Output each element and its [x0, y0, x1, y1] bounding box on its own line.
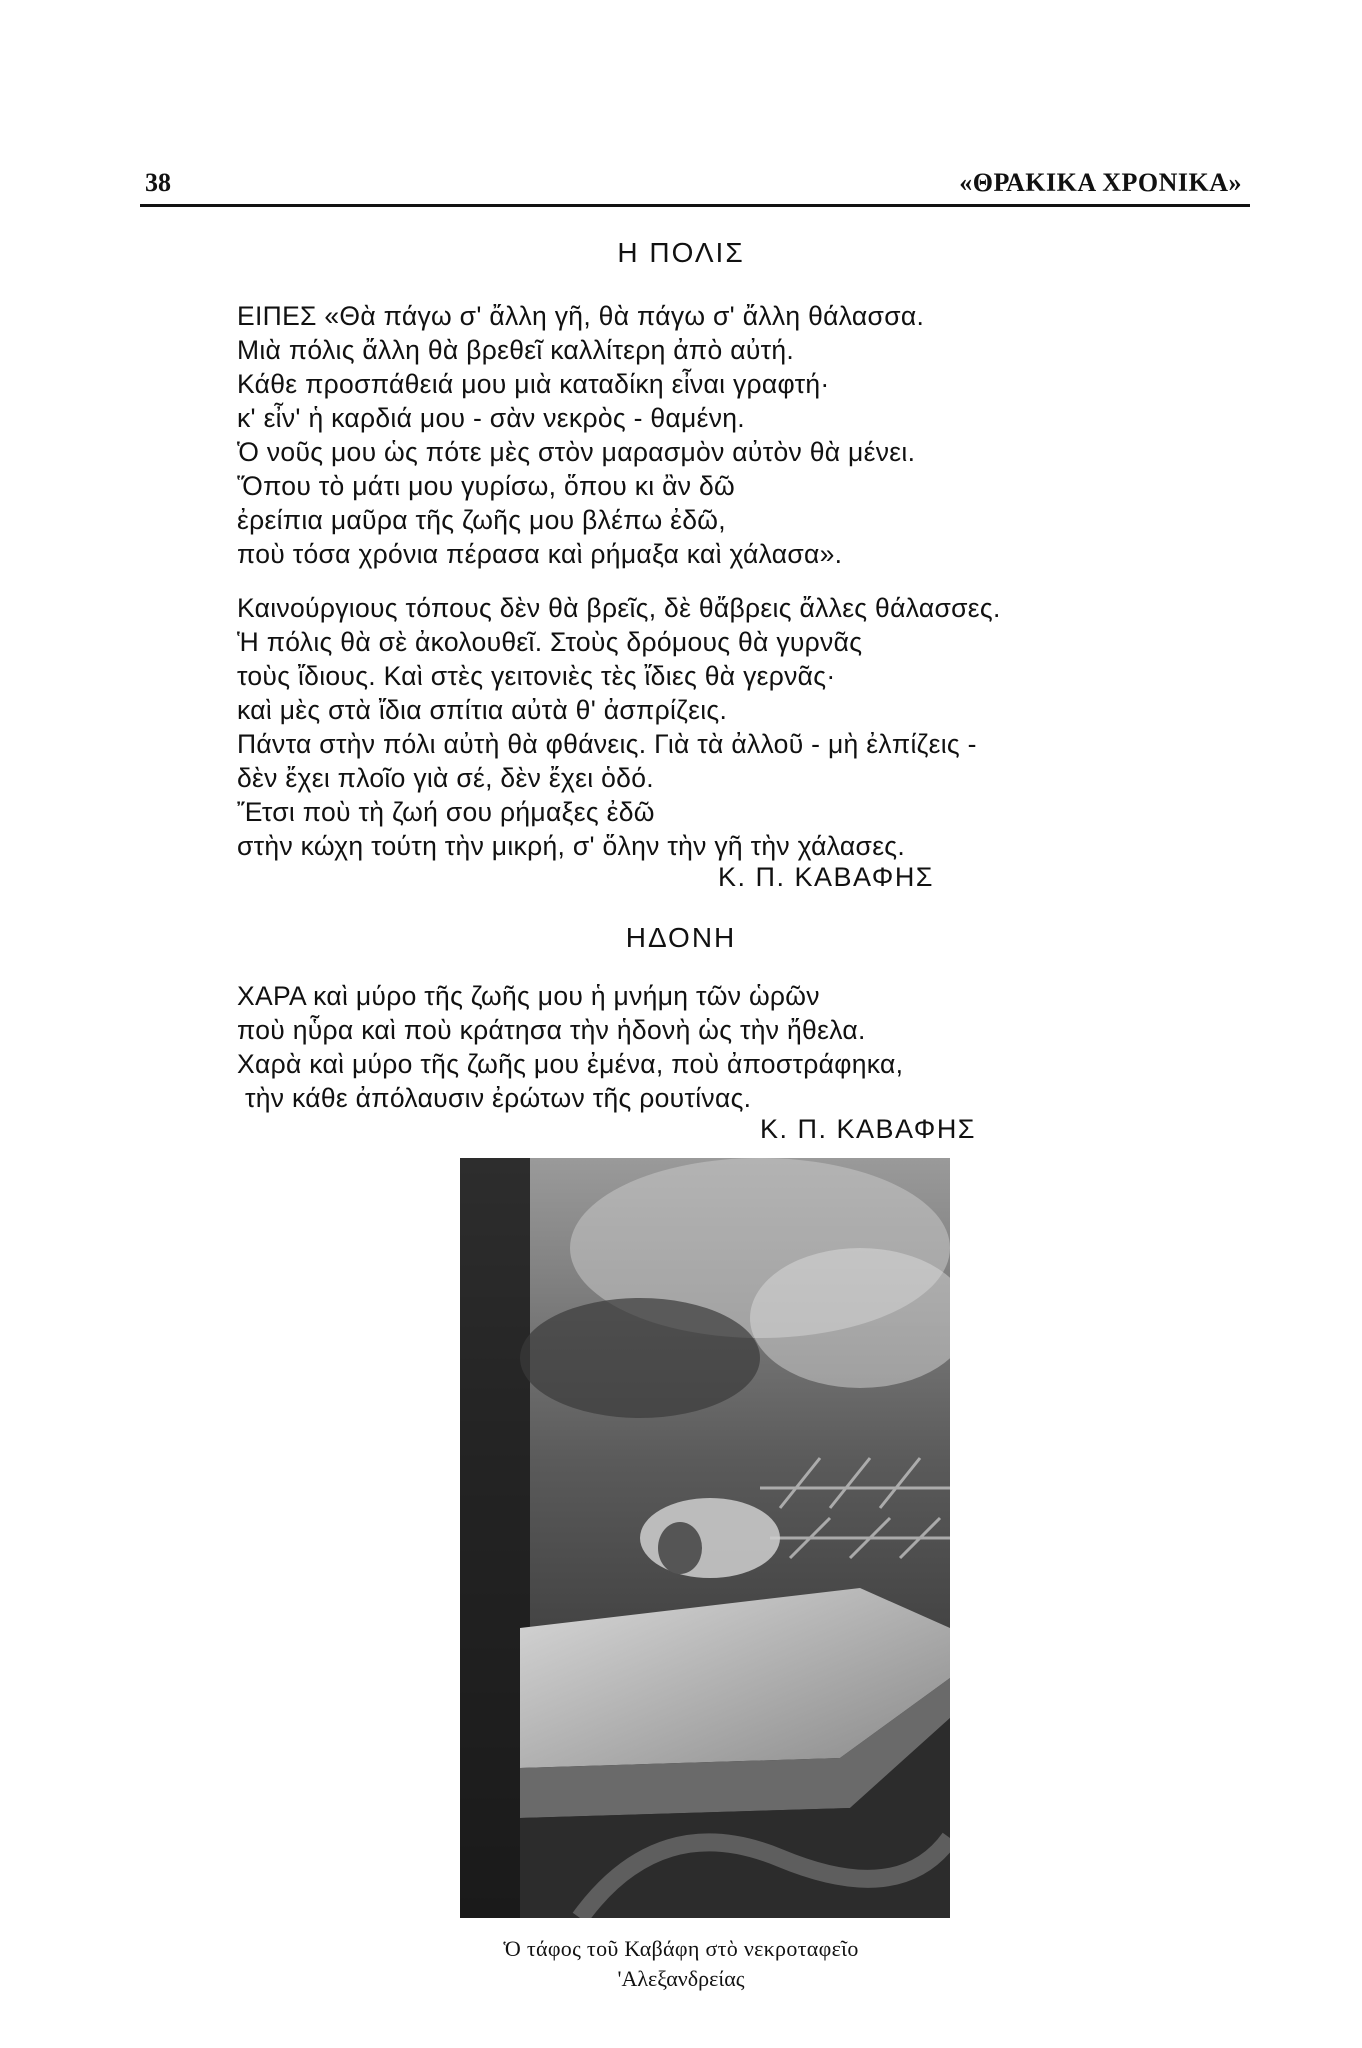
- poem-author-idoni: Κ. Π. ΚΑΒΑΦΗΣ: [760, 1114, 977, 1144]
- verse-line: ποὺ τόσα χρόνια πέρασα καὶ ρήμαξα καὶ χάλασα».: [237, 539, 843, 569]
- verse-line: τὴν κάθε ἀπόλαυσιν ἐρώτων τῆς ρουτίνας.: [245, 1083, 752, 1113]
- verse-line: ἐρείπια μαῦρα τῆς ζωῆς μου βλέπω ἐδῶ,: [237, 505, 726, 535]
- poem-idoni: [237, 979, 1197, 1115]
- verse-line: Πάντα στὴν πόλι αὐτὴ θὰ φθάνεις. Γιὰ τὰ ἀλλοῦ - μὴ ἐλπίζεις -: [237, 729, 977, 759]
- poem-title-idoni: ΗΔΟΝΗ: [625, 922, 737, 953]
- poem-author-polis: Κ. Π. ΚΑΒΑΦΗΣ: [718, 862, 935, 892]
- verse-line: Ὅπου τὸ μάτι μου γυρίσω, ὅπου κι ἂν δῶ: [237, 471, 736, 501]
- verse-line: ποὺ ηὗρα καὶ ποὺ κράτησα τὴν ἡδονὴ ὡς τὴν ἤθελα.: [237, 1015, 866, 1045]
- verse-line: Κάθε προσπάθειά μου μιὰ καταδίκη εἶναι γραφτή·: [237, 369, 830, 399]
- verse-line: Ἔτσι ποὺ τὴ ζωή σου ρήμαξες ἐδῶ: [237, 797, 655, 827]
- poem-stanza-2: [237, 591, 1197, 863]
- verse-line: κ' εἶν' ἡ καρδιά μου - σὰν νεκρὸς - θαμένη.: [237, 403, 745, 433]
- verse-line: Ὁ νοῦς μου ὡς πότε μὲς στὸν μαρασμὸν αὐτὸν θὰ μένει.: [237, 437, 916, 467]
- verse-line: Χαρὰ καὶ μύρο τῆς ζωῆς μου ἐμένα, ποὺ ἀποστράφηκα,: [237, 1049, 904, 1079]
- verse-line: καὶ μὲς στὰ ἴδια σπίτια αὐτὰ θ' ἀσπρίζεις.: [237, 695, 728, 725]
- running-title: «ΘΡΑΚΙΚΑ ΧΡΟΝΙΚΑ»: [959, 168, 1242, 197]
- page-number: 38: [145, 168, 171, 197]
- verse-line: στὴν κώχη τούτη τὴν μικρή, σ' ὅλην τὴν γῆ τὴν χάλασες.: [237, 831, 906, 861]
- poem-stanza-1: [237, 299, 1197, 571]
- verse-line: Μιὰ πόλις ἄλλη θὰ βρεθεῖ καλλίτερη ἀπὸ αὐτή.: [237, 335, 795, 365]
- verse-line: Ἡ πόλις θὰ σὲ ἀκολουθεῖ. Στοὺς δρόμους θὰ γυρνᾶς: [237, 627, 863, 657]
- verse-line: Καινούργιους τόπους δὲν θὰ βρεῖς, δὲ θἄβρεις ἄλλες θάλασσες.: [237, 593, 1001, 623]
- verse-line: τοὺς ἴδιους. Καὶ στὲς γειτονιὲς τὲς ἴδιες θὰ γερνᾶς·: [237, 661, 836, 691]
- header-rule: [140, 204, 1250, 207]
- photo-caption-line-2: 'Αλεξανδρείας: [617, 1966, 745, 1991]
- verse-line: ΧΑΡΑ καὶ μύρο τῆς ζωῆς μου ἡ μνήμη τῶν ὡρῶν: [237, 981, 820, 1011]
- verse-line: ΕΙΠΕΣ «Θὰ πάγω σ' ἄλλη γῆ, θὰ πάγω σ' ἄλλη θάλασσα.: [237, 301, 925, 331]
- grave-photo: [460, 1158, 950, 1918]
- grave-photo-image: [460, 1158, 950, 1918]
- poem-title-polis: Η ΠΟΛΙΣ: [617, 237, 745, 268]
- verse-line: δὲν ἔχει πλοῖο γιὰ σέ, δὲν ἔχει ὁδό.: [237, 763, 654, 793]
- photo-caption-line-1: Ὁ τάφος τοῦ Καβάφη στὸ νεκροταφεῖο: [503, 1936, 859, 1961]
